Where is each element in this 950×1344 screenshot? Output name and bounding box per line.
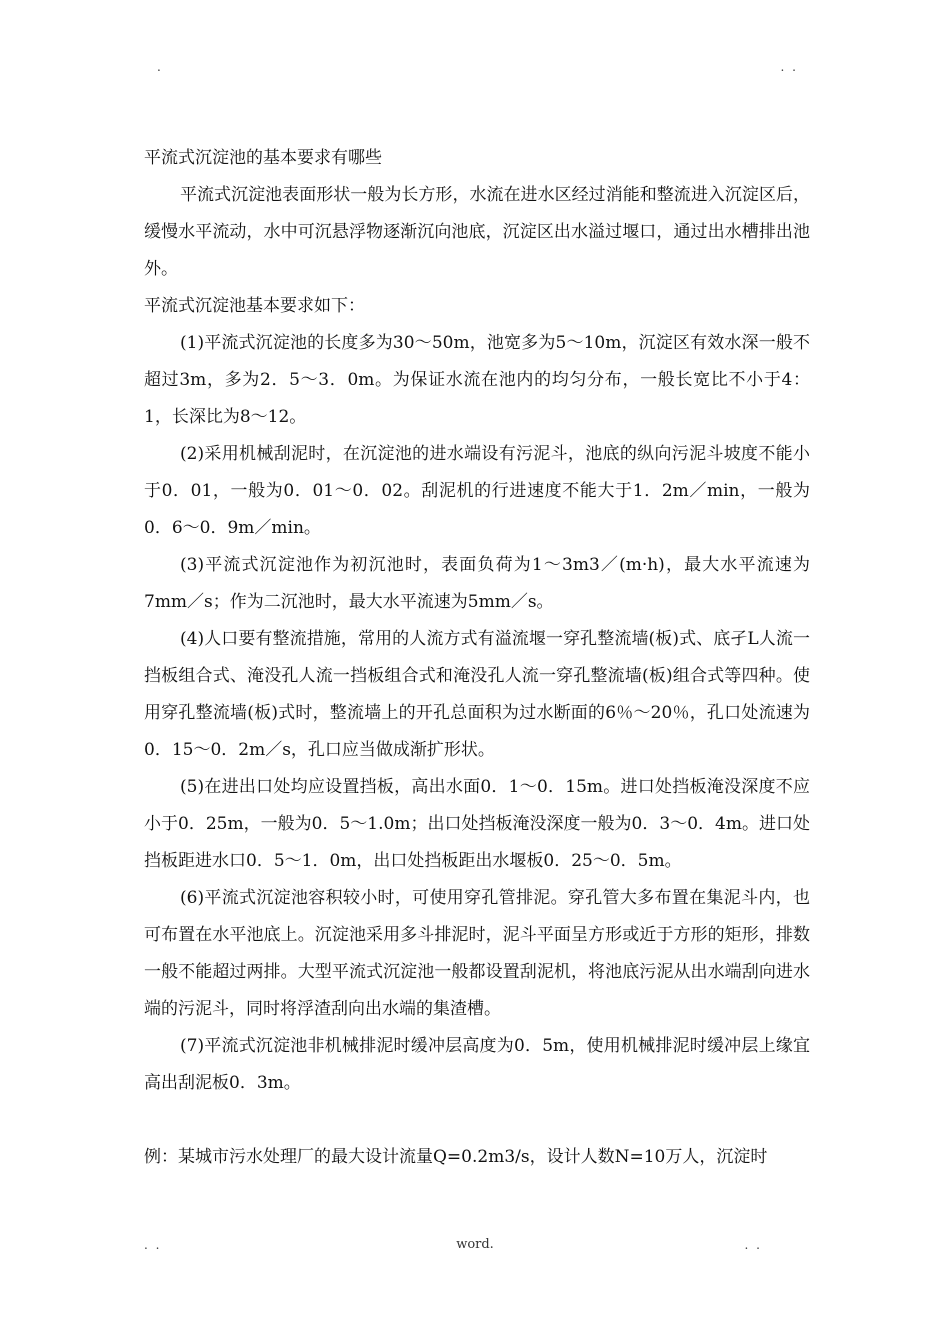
requirement-item-5: (5)在进出口处均应设置挡板，高出水面0．1～0．15m。进口处挡板淹没深度不应小于0．25m，一般为0．5～1.0m；出口处挡板淹没深度一般为0．3～0．4m。进口处挡板距进水口0．5～1．0m，出口处挡板距出水堰板0．25～0．5m。 xyxy=(144,777,810,871)
intro-paragraph: 平流式沉淀池表面形状一般为长方形，水流在进水区经过消能和整流进入沉淀区后，缓慢水平流动，水中可沉悬浮物逐渐沉向池底，沉淀区出水溢过堰口，通过出水槽排出池外。 xyxy=(144,185,810,279)
requirement-item-3: (3)平流式沉淀池作为初沉池时，表面负荷为1～3m3／(m·h)，最大水平流速为7mm／s；作为二沉池时，最大水平流速为5mm／s。 xyxy=(144,555,810,612)
requirement-item-6: (6)平流式沉淀池容积较小时，可使用穿孔管排泥。穿孔管大多布置在集泥斗内，也可布置在水平池底上。沉淀池采用多斗排泥时，泥斗平面呈方形或近于方形的矩形，排数一般不能超过两排。大型平流式沉淀池一般都设置刮泥机，将池底污泥从出水端刮向进水端的污泥斗，同时将浮渣刮向出水端的集渣槽。 xyxy=(144,888,810,1019)
footer-center-text: word. xyxy=(456,1237,494,1252)
footer-right-mark: . . xyxy=(744,1238,762,1252)
paragraph-gap xyxy=(144,1102,810,1139)
requirement-item-4: (4)人口要有整流措施，常用的人流方式有溢流堰一穿孔整流墙(板)式、底孑L人流一挡板组合式、淹没孔人流一挡板组合式和淹没孔人流一穿孔整流墙(板)组合式等四种。使用穿孔整流墙(板)式时，整流墙上的开孔总面积为过水断面的6％～20％，孔口处流速为0．15～0．2m／s，孔口应当做成渐扩形状。 xyxy=(144,629,810,760)
footer-left-mark: . . xyxy=(144,1238,162,1252)
example-paragraph: 例：某城市污水处理厂的最大设计流量Q=0.2m3/s，设计人数N=10万人，沉淀时 xyxy=(144,1147,768,1167)
requirements-heading: 平流式沉淀池基本要求如下： xyxy=(144,296,365,316)
header-left-mark: . xyxy=(157,60,163,74)
requirement-item-7: (7)平流式沉淀池非机械排泥时缓冲层高度为0．5m，使用机械排泥时缓冲层上缘宜高出刮泥板0．3m。 xyxy=(144,1036,810,1093)
document-title: 平流式沉淀池的基本要求有哪些 xyxy=(144,148,382,168)
header-right-mark: . . xyxy=(780,60,798,74)
document-body xyxy=(144,140,810,1176)
requirement-item-1: (1)平流式沉淀池的长度多为30～50m，池宽多为5～10m，沉淀区有效水深一般不超过3m，多为2．5～3．0m。为保证水流在池内的均匀分布，一般长宽比不小于4：1，长深比为8～12。 xyxy=(144,333,810,427)
requirement-item-2: (2)采用机械刮泥时，在沉淀池的进水端设有污泥斗，池底的纵向污泥斗坡度不能小于0．01，一般为0．01～0．02。刮泥机的行进速度不能大于1．2m／min，一般为0．6～0．9m／min。 xyxy=(144,444,810,538)
